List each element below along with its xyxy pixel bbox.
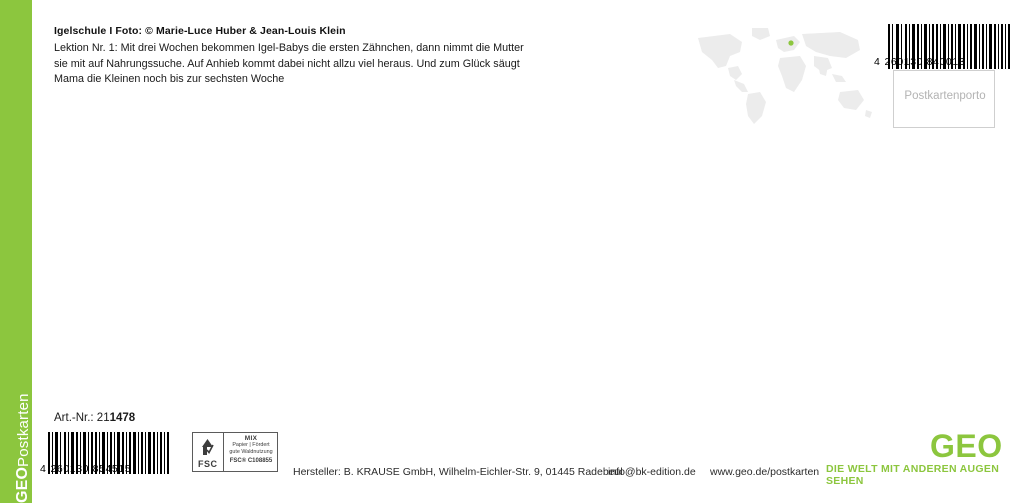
fsc-line-1: Papier | Fördert xyxy=(232,442,270,449)
world-map-icon xyxy=(690,22,875,127)
spine-postkarten-label: Postkarten xyxy=(15,393,32,467)
geo-claim: DIE WELT MIT ANDEREN AUGEN SEHEN xyxy=(826,463,1000,487)
spine-geo-label: GEO xyxy=(14,466,31,503)
fsc-tree-icon xyxy=(193,433,224,471)
geo-logo: GEO xyxy=(930,428,1003,464)
ean-lead-digit-bottom: 4 xyxy=(40,463,47,475)
website-url[interactable]: www.geo.de/postkarten xyxy=(710,466,820,478)
article-number-value: 1478 xyxy=(109,412,136,424)
photo-caption-text: Lektion Nr. 1: Mit drei Wochen bekommen Igel-Babys die ersten Zähnchen, dann nimmt die Mutter sie mit auf Nahrungssuche. Auf Anhieb kommt dabei nicht allzu viel heraus. Und zum Glück säugt Mama die Kleinen noch bis zur sechsten Woche xyxy=(54,42,524,85)
fsc-text xyxy=(224,433,277,471)
photo-credit-title: Igelschule I Foto: © Marie-Luce Huber & Jean-Louis Klein xyxy=(54,25,346,37)
ean-lead-digit-top: 4 xyxy=(874,56,881,68)
world-map-watermark xyxy=(690,22,875,127)
stamp-label: Postkartenporto xyxy=(904,90,986,102)
ean-number-top: 260130 840013 xyxy=(884,56,966,68)
fsc-code: FSC® C108855 xyxy=(229,457,273,464)
article-number-prefix: Art.-Nr.: 21 xyxy=(54,412,110,424)
fsc-mix-label: MIX xyxy=(244,435,258,442)
spine-branding xyxy=(0,0,32,503)
contact-email[interactable]: info@bk-edition.de xyxy=(608,466,696,478)
ean-number-bottom: 260130 854515 xyxy=(50,463,132,475)
fsc-logo xyxy=(192,432,278,472)
article-number xyxy=(54,412,135,424)
fsc-abbreviation: FSC xyxy=(198,459,218,469)
fsc-line-2: gute Waldnutzung xyxy=(229,449,273,456)
map-location-dot xyxy=(788,40,793,45)
ean-digits-top xyxy=(874,56,1014,68)
ean-digits-bottom xyxy=(40,463,182,475)
tree-checkmark-icon xyxy=(201,438,214,456)
producer-info: Hersteller: B. KRAUSE GmbH, Wilhelm-Eichler-Str. 9, 01445 Radebeul xyxy=(293,466,623,478)
